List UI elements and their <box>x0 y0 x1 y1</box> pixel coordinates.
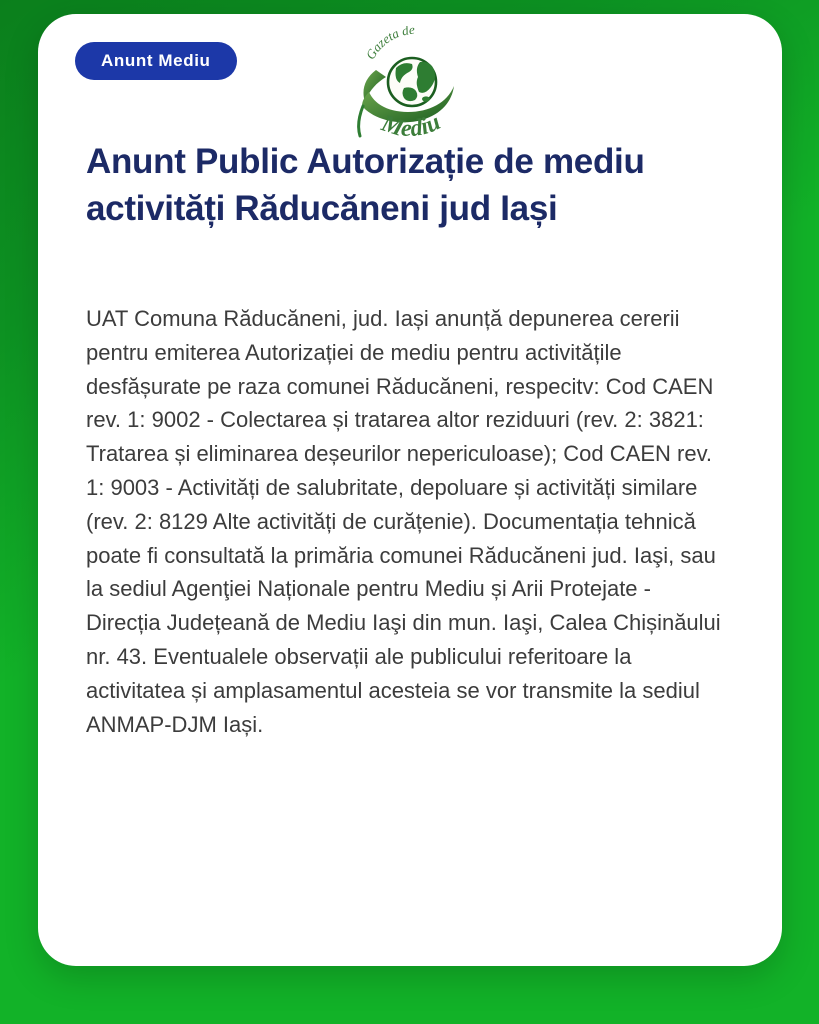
announcement-body-text: UAT Comuna Răducăneni, jud. Iași anunță depunerea cererii pentru emiterea Autorizației de mediu pentru activitățile desfășurate pe raza comunei Răducăneni, respecitv: Cod CAEN rev. 1: 9002 - Colectarea și tratarea altor reziduuri (rev. 2: 3821: Tratarea și eliminarea deșeurilor nepericuloase); Cod CAEN rev. 1: 9003 - Activități de salubritate, depoluare și activități similare (rev. 2: 8129 Alte activități de curățenie). Documentația tehnică poate fi consultată la primăria comunei Răducăneni jud. Iaşi, sau la sediul Agenţiei Naționale pentru Mediu și Arii Protejate - Direcția Județeană de Mediu Iaşi din mun. Iaşi, Calea Chișinăului nr. 43. Eventualele observații ale publicului referitoare la activitatea și amplasamentul acesteia se vor transmite la sediul ANMAP-DJM Iași. <box>86 306 721 737</box>
announcement-card <box>38 14 782 966</box>
page-title-line-2: activități Răducăneni jud Iași <box>86 189 558 228</box>
category-badge[interactable]: Anunt Mediu <box>75 42 237 80</box>
gazeta-de-mediu-logo <box>346 26 476 144</box>
page-title <box>86 138 766 232</box>
svg-text:Gazeta de <box>363 26 416 62</box>
globe-leaf-icon <box>346 26 476 144</box>
logo-text-bottom: Mediu <box>378 109 445 143</box>
page-title-line-1: Anunt Public Autorizație de mediu <box>86 142 645 181</box>
logo-text-top: Gazeta de <box>362 26 416 62</box>
